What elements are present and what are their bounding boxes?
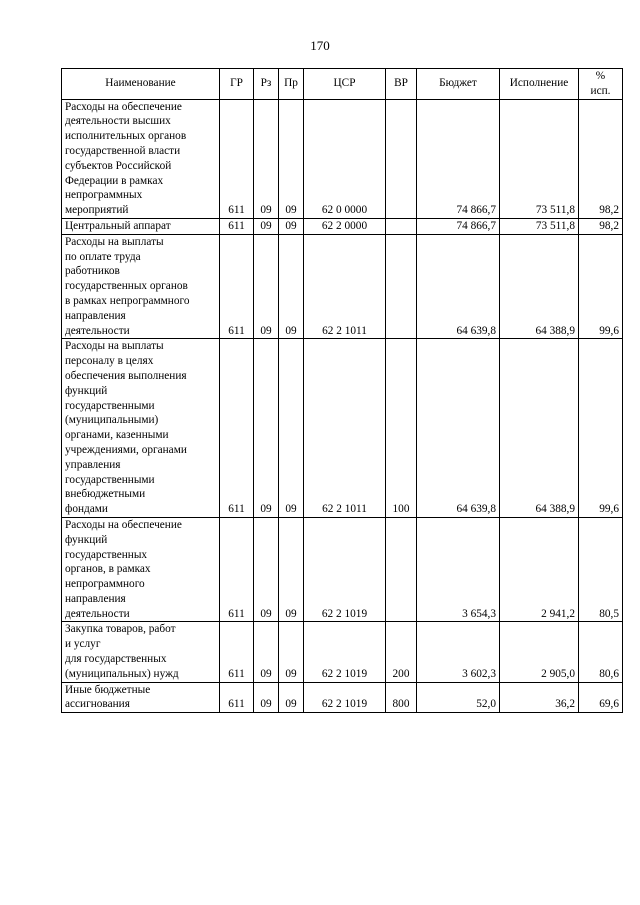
- cell-rz: 09: [254, 517, 279, 622]
- cell-pr: 09: [279, 339, 304, 518]
- name-line: Иные бюджетные: [65, 683, 151, 696]
- cell-csr: 62 2 1011: [304, 339, 386, 518]
- name-line: ассигнования: [65, 698, 130, 711]
- name-line: исполнительных органов: [65, 130, 187, 143]
- cell-execution: 64 388,9: [500, 234, 579, 339]
- cell-budget: 52,0: [417, 682, 500, 713]
- name-line: деятельности: [65, 607, 130, 620]
- cell-execution: 73 511,8: [500, 99, 579, 218]
- name-line: Расходы на выплаты: [65, 235, 164, 248]
- cell-name: [62, 622, 220, 682]
- cell-vr: [386, 234, 417, 339]
- name-line: работников: [65, 265, 120, 278]
- name-line: направления: [65, 592, 126, 605]
- cell-percent: 80,5: [579, 517, 623, 622]
- header-execution: Исполнение: [500, 69, 579, 100]
- name-line: обеспечения выполнения: [65, 369, 187, 382]
- cell-csr: 62 2 1019: [304, 682, 386, 713]
- name-line: фондами: [65, 503, 108, 516]
- header-percent-sign: %: [595, 70, 606, 82]
- name-line: органами, казенными: [65, 429, 169, 442]
- name-line: функций: [65, 384, 108, 397]
- cell-rz: 09: [254, 339, 279, 518]
- cell-percent: 69,6: [579, 682, 623, 713]
- cell-execution: 73 511,8: [500, 218, 579, 234]
- cell-vr: [386, 99, 417, 218]
- cell-budget: 3 602,3: [417, 622, 500, 682]
- cell-vr: [386, 218, 417, 234]
- cell-pr: 09: [279, 517, 304, 622]
- cell-percent: 99,6: [579, 339, 623, 518]
- table-row: [62, 339, 623, 518]
- cell-percent: 80,6: [579, 622, 623, 682]
- header-percent-label: исп.: [590, 84, 611, 97]
- cell-rz: 09: [254, 622, 279, 682]
- header-rz: Рз: [254, 69, 279, 100]
- cell-gr: 611: [220, 234, 254, 339]
- name-line: Расходы на выплаты: [65, 340, 164, 353]
- table-row: [62, 234, 623, 339]
- cell-csr: 62 2 1011: [304, 234, 386, 339]
- cell-pr: 09: [279, 234, 304, 339]
- header-budget: Бюджет: [417, 69, 500, 100]
- cell-name: [62, 339, 220, 518]
- table-body: [62, 99, 623, 713]
- header-pr: Пр: [279, 69, 304, 100]
- table-header-row: [62, 69, 623, 100]
- cell-vr: 200: [386, 622, 417, 682]
- name-line: государственных органов: [65, 280, 188, 293]
- table-row: [62, 218, 623, 234]
- cell-gr: 611: [220, 682, 254, 713]
- cell-csr: 62 2 1019: [304, 622, 386, 682]
- name-line: Центральный аппарат: [65, 219, 171, 232]
- name-line: (муниципальными): [65, 414, 159, 427]
- cell-budget: 74 866,7: [417, 99, 500, 218]
- cell-execution: 2 941,2: [500, 517, 579, 622]
- cell-name: [62, 517, 220, 622]
- table-row: [62, 517, 623, 622]
- cell-gr: 611: [220, 339, 254, 518]
- page-number: 170: [310, 38, 330, 53]
- cell-vr: 100: [386, 339, 417, 518]
- header-csr: ЦСР: [304, 69, 386, 100]
- cell-name: [62, 682, 220, 713]
- name-line: учреждениями, органами: [65, 443, 187, 456]
- cell-execution: 2 905,0: [500, 622, 579, 682]
- name-line: деятельности высших: [65, 115, 171, 128]
- name-line: Расходы на обеспечение: [65, 100, 182, 113]
- name-line: Расходы на обеспечение: [65, 518, 182, 531]
- cell-rz: 09: [254, 682, 279, 713]
- name-line: управления: [65, 458, 121, 471]
- table-row: [62, 682, 623, 713]
- cell-csr: 62 0 0000: [304, 99, 386, 218]
- cell-pr: 09: [279, 218, 304, 234]
- cell-percent: 98,2: [579, 99, 623, 218]
- cell-percent: 99,6: [579, 234, 623, 339]
- name-line: непрограммного: [65, 578, 145, 591]
- cell-percent: 98,2: [579, 218, 623, 234]
- cell-pr: 09: [279, 682, 304, 713]
- header-vr: ВР: [386, 69, 417, 100]
- name-line: государственной власти: [65, 144, 181, 157]
- cell-gr: 611: [220, 622, 254, 682]
- name-line: непрограммных: [65, 189, 143, 202]
- cell-vr: 800: [386, 682, 417, 713]
- name-line: субъектов Российской: [65, 159, 172, 172]
- name-line: по оплате труда: [65, 250, 141, 263]
- table-row: [62, 622, 623, 682]
- cell-budget: 64 639,8: [417, 339, 500, 518]
- cell-name: [62, 99, 220, 218]
- cell-execution: 36,2: [500, 682, 579, 713]
- cell-execution: 64 388,9: [500, 339, 579, 518]
- name-line: Закупка товаров, работ: [65, 623, 176, 636]
- name-line: и услуг: [65, 638, 101, 651]
- cell-rz: 09: [254, 99, 279, 218]
- cell-csr: 62 2 1019: [304, 517, 386, 622]
- cell-gr: 611: [220, 218, 254, 234]
- cell-csr: 62 2 0000: [304, 218, 386, 234]
- name-line: государственных: [65, 548, 148, 561]
- cell-name: [62, 234, 220, 339]
- cell-pr: 09: [279, 99, 304, 218]
- budget-table: [61, 68, 623, 713]
- table-row: [62, 99, 623, 218]
- name-line: для государственных: [65, 653, 167, 666]
- name-line: в рамках непрограммного: [65, 294, 190, 307]
- cell-gr: 611: [220, 517, 254, 622]
- name-line: мероприятий: [65, 204, 129, 217]
- cell-rz: 09: [254, 234, 279, 339]
- cell-budget: 74 866,7: [417, 218, 500, 234]
- name-line: государственными: [65, 473, 155, 486]
- cell-budget: 64 639,8: [417, 234, 500, 339]
- name-line: государственными: [65, 399, 155, 412]
- name-line: (муниципальных) нужд: [65, 667, 179, 680]
- cell-name: [62, 218, 220, 234]
- name-line: направления: [65, 309, 126, 322]
- name-line: Федерации в рамках: [65, 174, 164, 187]
- cell-pr: 09: [279, 622, 304, 682]
- header-name: Наименование: [62, 69, 220, 100]
- name-line: органов, в рамках: [65, 563, 151, 576]
- cell-vr: [386, 517, 417, 622]
- header-percent: [579, 69, 623, 100]
- cell-rz: 09: [254, 218, 279, 234]
- name-line: деятельности: [65, 324, 130, 337]
- name-line: персоналу в целях: [65, 355, 154, 368]
- name-line: функций: [65, 533, 108, 546]
- cell-gr: 611: [220, 99, 254, 218]
- header-gr: ГР: [220, 69, 254, 100]
- cell-budget: 3 654,3: [417, 517, 500, 622]
- name-line: внебюджетными: [65, 488, 146, 501]
